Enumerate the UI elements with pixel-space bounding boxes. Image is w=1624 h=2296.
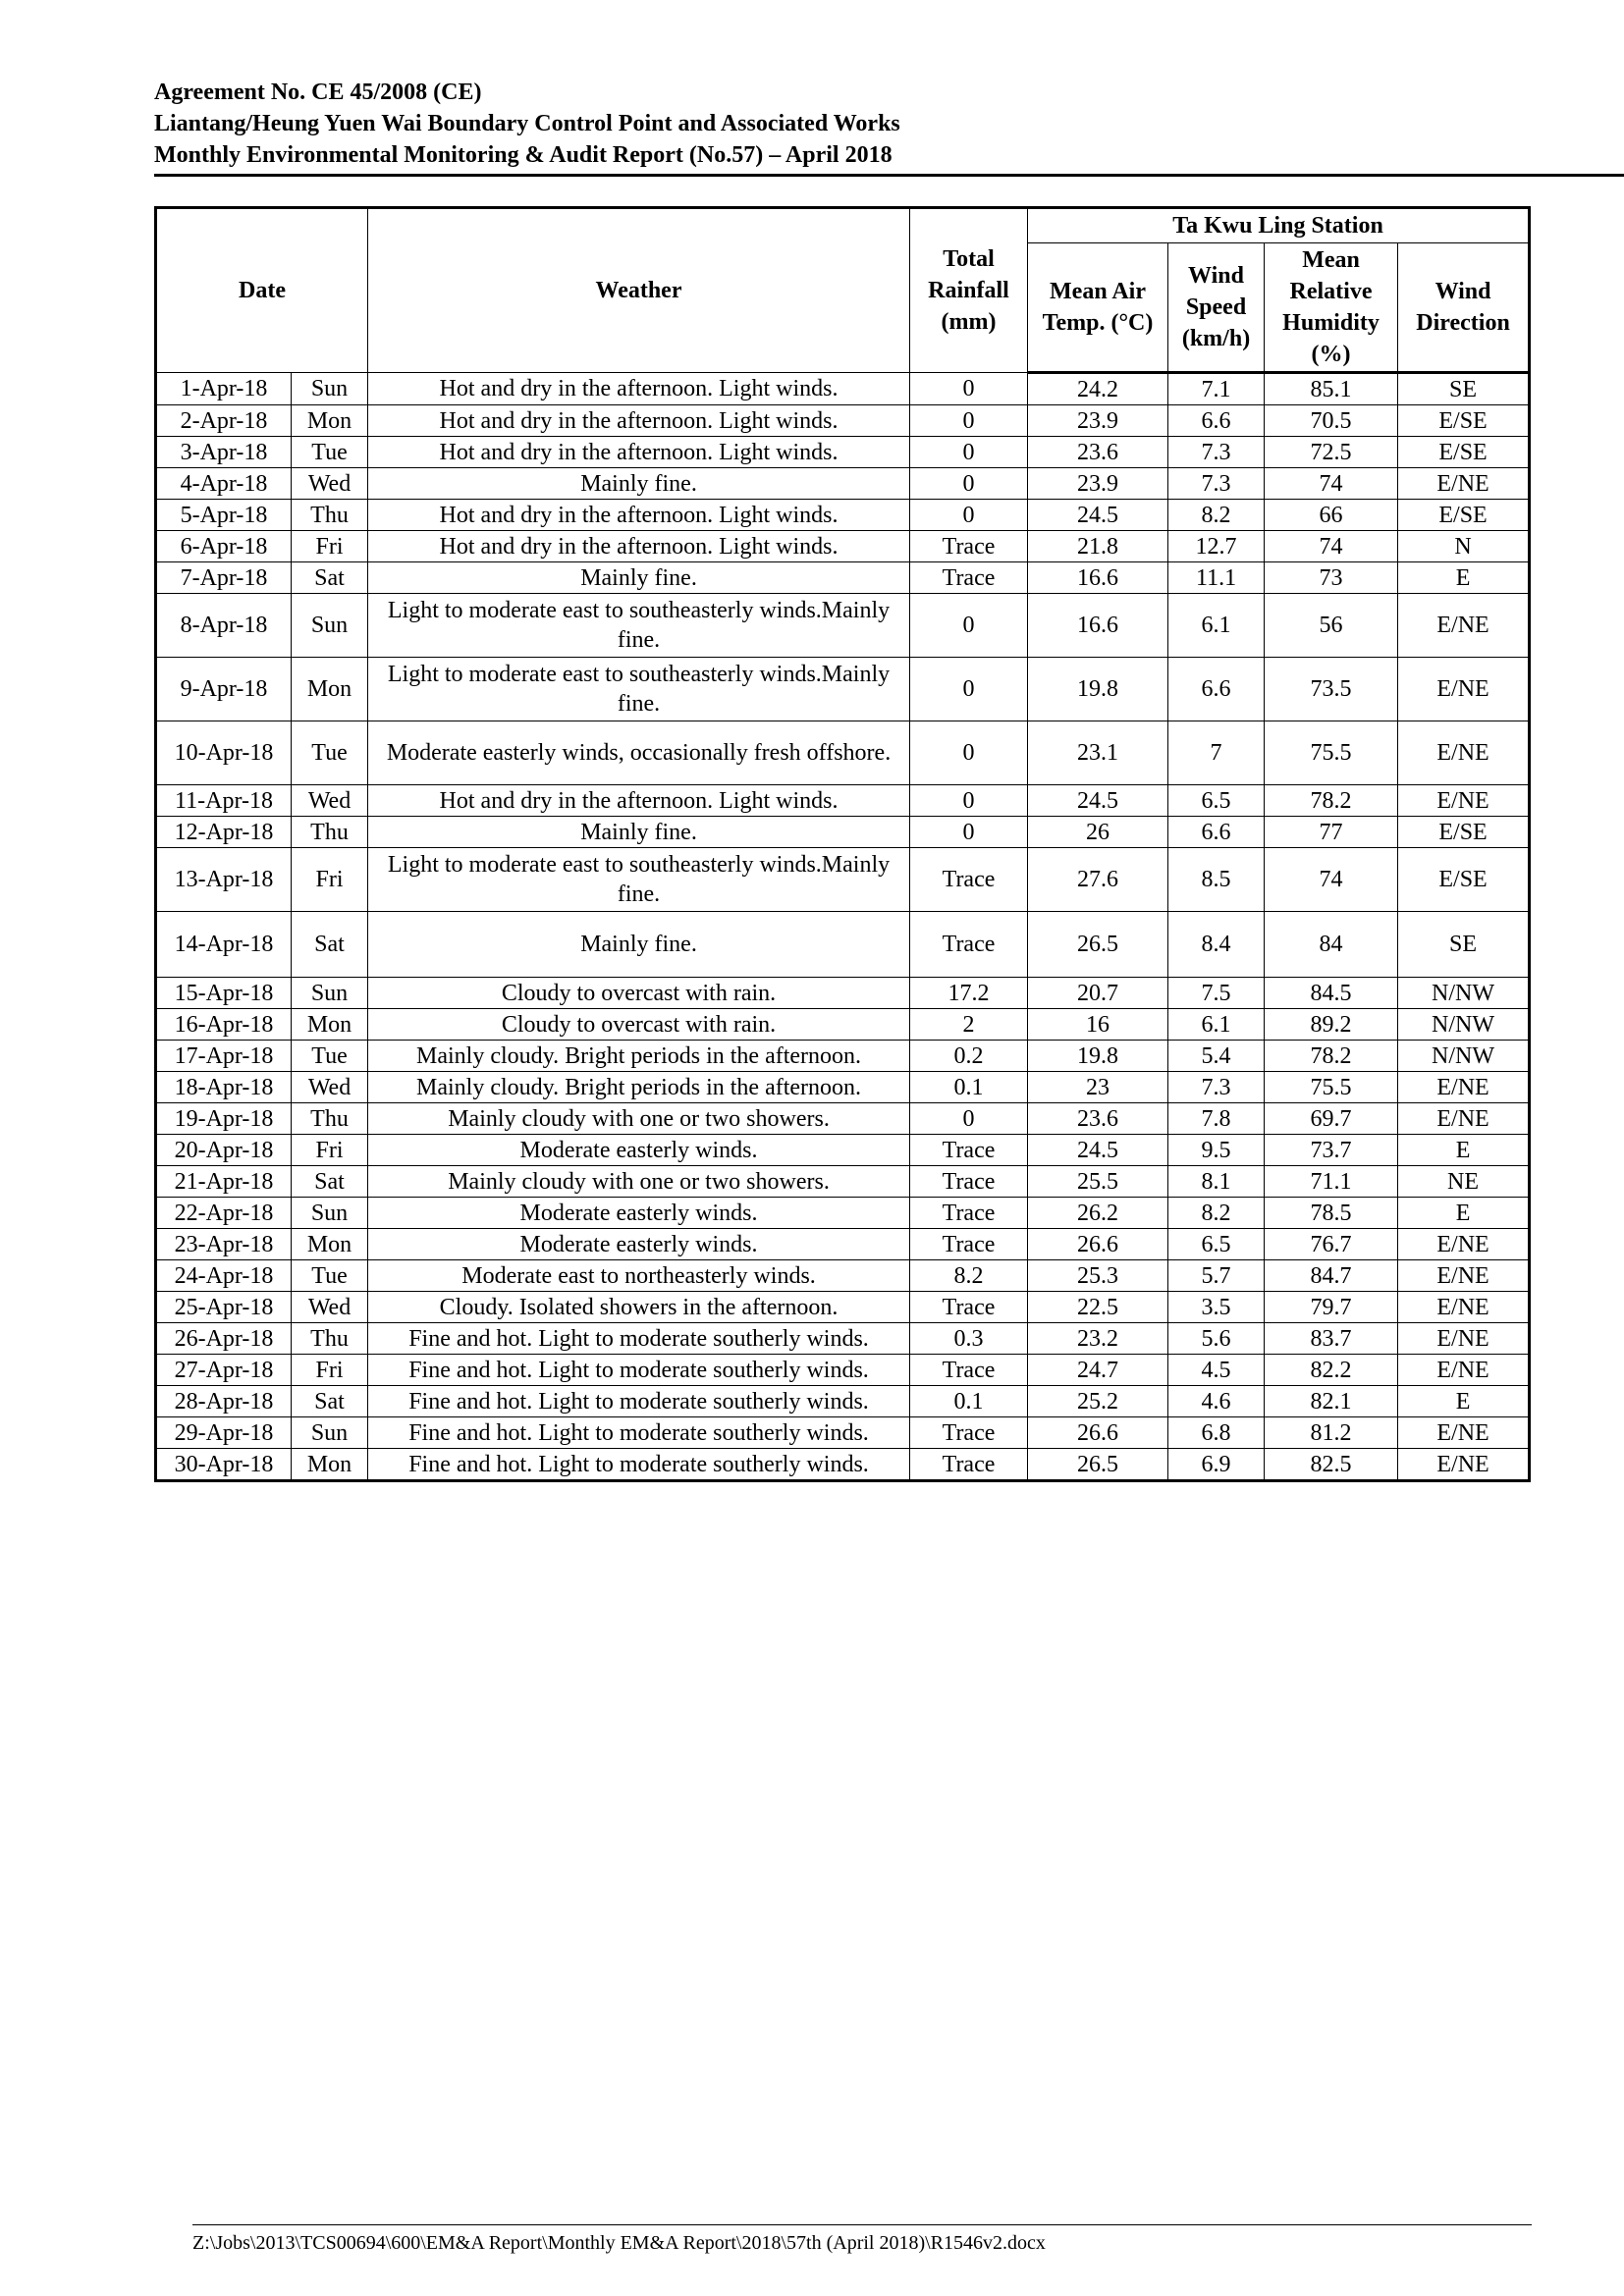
table-row: [156, 1041, 1530, 1072]
header-station: Ta Kwu Ling Station: [1028, 208, 1530, 243]
cell-rainfall: 0.3: [910, 1323, 1028, 1355]
cell-humidity: 74: [1265, 848, 1398, 912]
cell-weather: Fine and hot. Light to moderate southerly winds.: [368, 1355, 910, 1386]
cell-weather: Light to moderate east to southeasterly winds.Mainly fine.: [368, 848, 910, 912]
cell-mean-air-temp: 19.8: [1028, 658, 1168, 721]
table-body: [156, 373, 1530, 1481]
cell-humidity: 79.7: [1265, 1292, 1398, 1323]
cell-day: Tue: [292, 721, 368, 785]
cell-mean-air-temp: 27.6: [1028, 848, 1168, 912]
cell-weather: Hot and dry in the afternoon. Light winds.: [368, 437, 910, 468]
cell-rainfall: Trace: [910, 1417, 1028, 1449]
cell-humidity: 89.2: [1265, 1009, 1398, 1041]
cell-mean-air-temp: 26.6: [1028, 1417, 1168, 1449]
cell-humidity: 73.7: [1265, 1135, 1398, 1166]
cell-wind-direction: E: [1398, 1386, 1530, 1417]
cell-mean-air-temp: 23.2: [1028, 1323, 1168, 1355]
cell-wind-speed: 6.5: [1168, 1229, 1265, 1260]
cell-mean-air-temp: 22.5: [1028, 1292, 1168, 1323]
table-row: [156, 1386, 1530, 1417]
cell-rainfall: 17.2: [910, 978, 1028, 1009]
cell-date: 15-Apr-18: [156, 978, 292, 1009]
cell-day: Sun: [292, 1198, 368, 1229]
cell-date: 12-Apr-18: [156, 817, 292, 848]
cell-wind-speed: 7.3: [1168, 437, 1265, 468]
cell-date: 18-Apr-18: [156, 1072, 292, 1103]
cell-day: Tue: [292, 1041, 368, 1072]
cell-rainfall: 0: [910, 817, 1028, 848]
cell-mean-air-temp: 23.6: [1028, 1103, 1168, 1135]
cell-rainfall: 0: [910, 785, 1028, 817]
cell-weather: Mainly cloudy with one or two showers.: [368, 1166, 910, 1198]
cell-day: Sat: [292, 1166, 368, 1198]
cell-weather: Mainly fine.: [368, 562, 910, 594]
cell-wind-speed: 7.3: [1168, 1072, 1265, 1103]
cell-weather: Hot and dry in the afternoon. Light winds.: [368, 785, 910, 817]
cell-day: Thu: [292, 1103, 368, 1135]
cell-day: Tue: [292, 1260, 368, 1292]
cell-wind-speed: 11.1: [1168, 562, 1265, 594]
cell-wind-speed: 7.1: [1168, 373, 1265, 405]
cell-day: Sun: [292, 373, 368, 405]
cell-day: Sun: [292, 978, 368, 1009]
cell-date: 30-Apr-18: [156, 1449, 292, 1481]
cell-weather: Mainly fine.: [368, 468, 910, 500]
cell-mean-air-temp: 26.5: [1028, 1449, 1168, 1481]
table-row: [156, 1355, 1530, 1386]
cell-date: 29-Apr-18: [156, 1417, 292, 1449]
cell-wind-direction: E/NE: [1398, 594, 1530, 658]
cell-weather: Light to moderate east to southeasterly winds.Mainly fine.: [368, 658, 910, 721]
cell-wind-speed: 12.7: [1168, 531, 1265, 562]
cell-wind-direction: E/NE: [1398, 1355, 1530, 1386]
cell-humidity: 74: [1265, 531, 1398, 562]
table-row: [156, 1072, 1530, 1103]
cell-weather: Mainly fine.: [368, 817, 910, 848]
cell-wind-direction: E/NE: [1398, 1260, 1530, 1292]
cell-wind-speed: 5.4: [1168, 1041, 1265, 1072]
cell-rainfall: 0.1: [910, 1072, 1028, 1103]
cell-rainfall: 8.2: [910, 1260, 1028, 1292]
cell-rainfall: Trace: [910, 1292, 1028, 1323]
cell-day: Sun: [292, 1417, 368, 1449]
cell-day: Mon: [292, 1229, 368, 1260]
cell-weather: Mainly cloudy. Bright periods in the afternoon.: [368, 1041, 910, 1072]
cell-wind-speed: 7: [1168, 721, 1265, 785]
cell-mean-air-temp: 24.7: [1028, 1355, 1168, 1386]
cell-wind-speed: 6.9: [1168, 1449, 1265, 1481]
cell-mean-air-temp: 24.5: [1028, 1135, 1168, 1166]
cell-wind-speed: 7.3: [1168, 468, 1265, 500]
cell-weather: Fine and hot. Light to moderate southerly winds.: [368, 1323, 910, 1355]
cell-weather: Mainly cloudy. Bright periods in the afternoon.: [368, 1072, 910, 1103]
header-weather: Weather: [368, 208, 910, 373]
cell-wind-direction: E/NE: [1398, 1103, 1530, 1135]
table-row: [156, 562, 1530, 594]
cell-rainfall: 0: [910, 658, 1028, 721]
cell-humidity: 69.7: [1265, 1103, 1398, 1135]
cell-date: 23-Apr-18: [156, 1229, 292, 1260]
cell-day: Wed: [292, 468, 368, 500]
cell-day: Sat: [292, 562, 368, 594]
cell-wind-speed: 6.6: [1168, 405, 1265, 437]
cell-date: 27-Apr-18: [156, 1355, 292, 1386]
cell-date: 26-Apr-18: [156, 1323, 292, 1355]
cell-date: 25-Apr-18: [156, 1292, 292, 1323]
cell-mean-air-temp: 24.2: [1028, 373, 1168, 405]
cell-day: Fri: [292, 1355, 368, 1386]
cell-wind-speed: 5.7: [1168, 1260, 1265, 1292]
cell-weather: Cloudy to overcast with rain.: [368, 1009, 910, 1041]
cell-day: Mon: [292, 1449, 368, 1481]
cell-date: 5-Apr-18: [156, 500, 292, 531]
cell-rainfall: Trace: [910, 1449, 1028, 1481]
cell-humidity: 84: [1265, 912, 1398, 978]
cell-date: 1-Apr-18: [156, 373, 292, 405]
cell-date: 28-Apr-18: [156, 1386, 292, 1417]
cell-rainfall: Trace: [910, 1229, 1028, 1260]
cell-wind-direction: SE: [1398, 373, 1530, 405]
cell-rainfall: Trace: [910, 562, 1028, 594]
table-row: [156, 1449, 1530, 1481]
cell-wind-direction: E: [1398, 1198, 1530, 1229]
cell-weather: Hot and dry in the afternoon. Light winds.: [368, 500, 910, 531]
cell-rainfall: 0: [910, 437, 1028, 468]
cell-wind-direction: E/NE: [1398, 721, 1530, 785]
table-row: [156, 1323, 1530, 1355]
table-row: [156, 468, 1530, 500]
table-row: [156, 1417, 1530, 1449]
cell-mean-air-temp: 26.5: [1028, 912, 1168, 978]
cell-date: 6-Apr-18: [156, 531, 292, 562]
table-row: [156, 1198, 1530, 1229]
cell-weather: Cloudy to overcast with rain.: [368, 978, 910, 1009]
cell-day: Sun: [292, 594, 368, 658]
table-row: [156, 1260, 1530, 1292]
cell-rainfall: 2: [910, 1009, 1028, 1041]
cell-wind-direction: E/NE: [1398, 785, 1530, 817]
cell-date: 13-Apr-18: [156, 848, 292, 912]
header-wind-speed: Wind Speed (km/h): [1168, 243, 1265, 373]
footer-file-path: Z:\Jobs\2013\TCS00694\600\EM&A Report\Monthly EM&A Report\2018\57th (April 2018)\R1546v2.docx: [192, 2224, 1532, 2255]
cell-mean-air-temp: 16: [1028, 1009, 1168, 1041]
cell-rainfall: 0: [910, 373, 1028, 405]
cell-day: Sat: [292, 1386, 368, 1417]
cell-humidity: 78.2: [1265, 1041, 1398, 1072]
cell-humidity: 82.5: [1265, 1449, 1398, 1481]
cell-mean-air-temp: 23.1: [1028, 721, 1168, 785]
cell-rainfall: Trace: [910, 1135, 1028, 1166]
cell-mean-air-temp: 19.8: [1028, 1041, 1168, 1072]
cell-rainfall: 0.1: [910, 1386, 1028, 1417]
cell-wind-direction: E/NE: [1398, 1323, 1530, 1355]
cell-rainfall: 0: [910, 594, 1028, 658]
cell-humidity: 71.1: [1265, 1166, 1398, 1198]
table-row: [156, 1166, 1530, 1198]
cell-wind-direction: E/NE: [1398, 1449, 1530, 1481]
cell-date: 7-Apr-18: [156, 562, 292, 594]
cell-date: 4-Apr-18: [156, 468, 292, 500]
cell-rainfall: 0: [910, 468, 1028, 500]
cell-wind-direction: N/NW: [1398, 1041, 1530, 1072]
cell-rainfall: Trace: [910, 1166, 1028, 1198]
cell-humidity: 72.5: [1265, 437, 1398, 468]
cell-rainfall: Trace: [910, 1355, 1028, 1386]
table-row: [156, 912, 1530, 978]
cell-wind-speed: 8.1: [1168, 1166, 1265, 1198]
cell-wind-direction: E/SE: [1398, 500, 1530, 531]
cell-mean-air-temp: 23.9: [1028, 468, 1168, 500]
table-row: [156, 785, 1530, 817]
table-row: [156, 594, 1530, 658]
header-total-rainfall: Total Rainfall (mm): [910, 208, 1028, 373]
cell-date: 16-Apr-18: [156, 1009, 292, 1041]
table-row: [156, 437, 1530, 468]
cell-mean-air-temp: 25.5: [1028, 1166, 1168, 1198]
cell-day: Fri: [292, 531, 368, 562]
cell-wind-direction: N/NW: [1398, 978, 1530, 1009]
cell-humidity: 74: [1265, 468, 1398, 500]
cell-day: Sat: [292, 912, 368, 978]
cell-date: 20-Apr-18: [156, 1135, 292, 1166]
table-row: [156, 531, 1530, 562]
table-row: [156, 978, 1530, 1009]
agreement-number: Agreement No. CE 45/2008 (CE): [154, 80, 482, 105]
cell-wind-speed: 6.5: [1168, 785, 1265, 817]
cell-wind-direction: NE: [1398, 1166, 1530, 1198]
cell-weather: Mainly cloudy with one or two showers.: [368, 1103, 910, 1135]
cell-date: 9-Apr-18: [156, 658, 292, 721]
cell-rainfall: 0: [910, 1103, 1028, 1135]
cell-wind-speed: 8.4: [1168, 912, 1265, 978]
cell-weather: Moderate easterly winds.: [368, 1135, 910, 1166]
cell-rainfall: 0.2: [910, 1041, 1028, 1072]
cell-day: Wed: [292, 1292, 368, 1323]
cell-rainfall: 0: [910, 500, 1028, 531]
cell-wind-direction: E/SE: [1398, 848, 1530, 912]
cell-rainfall: Trace: [910, 912, 1028, 978]
table-row: [156, 658, 1530, 721]
cell-date: 2-Apr-18: [156, 405, 292, 437]
cell-day: Wed: [292, 1072, 368, 1103]
cell-weather: Moderate east to northeasterly winds.: [368, 1260, 910, 1292]
cell-day: Wed: [292, 785, 368, 817]
cell-wind-direction: E: [1398, 1135, 1530, 1166]
cell-wind-speed: 6.6: [1168, 658, 1265, 721]
header-date: Date: [156, 208, 368, 373]
cell-date: 24-Apr-18: [156, 1260, 292, 1292]
cell-wind-speed: 3.5: [1168, 1292, 1265, 1323]
cell-wind-speed: 9.5: [1168, 1135, 1265, 1166]
cell-humidity: 76.7: [1265, 1229, 1398, 1260]
cell-wind-direction: E/SE: [1398, 405, 1530, 437]
header-mean-air-temp: Mean Air Temp. (°C): [1028, 243, 1168, 373]
cell-date: 19-Apr-18: [156, 1103, 292, 1135]
cell-wind-speed: 7.8: [1168, 1103, 1265, 1135]
cell-wind-direction: E/NE: [1398, 1072, 1530, 1103]
cell-humidity: 77: [1265, 817, 1398, 848]
cell-weather: Fine and hot. Light to moderate southerly winds.: [368, 1449, 910, 1481]
cell-humidity: 66: [1265, 500, 1398, 531]
cell-day: Thu: [292, 817, 368, 848]
cell-wind-speed: 8.5: [1168, 848, 1265, 912]
cell-weather: Hot and dry in the afternoon. Light winds.: [368, 531, 910, 562]
cell-wind-direction: E/SE: [1398, 437, 1530, 468]
cell-date: 21-Apr-18: [156, 1166, 292, 1198]
cell-weather: Cloudy. Isolated showers in the afternoon.: [368, 1292, 910, 1323]
weather-data-table: [154, 206, 1531, 1482]
cell-mean-air-temp: 26.6: [1028, 1229, 1168, 1260]
cell-rainfall: 0: [910, 721, 1028, 785]
cell-humidity: 85.1: [1265, 373, 1398, 405]
cell-mean-air-temp: 16.6: [1028, 562, 1168, 594]
cell-mean-air-temp: 16.6: [1028, 594, 1168, 658]
cell-wind-direction: N: [1398, 531, 1530, 562]
cell-day: Mon: [292, 1009, 368, 1041]
cell-humidity: 75.5: [1265, 721, 1398, 785]
table-row: [156, 848, 1530, 912]
cell-humidity: 84.7: [1265, 1260, 1398, 1292]
cell-rainfall: Trace: [910, 1198, 1028, 1229]
cell-wind-speed: 6.6: [1168, 817, 1265, 848]
cell-wind-speed: 4.5: [1168, 1355, 1265, 1386]
document-header: [154, 77, 1624, 177]
cell-mean-air-temp: 24.5: [1028, 500, 1168, 531]
table-row: [156, 1135, 1530, 1166]
cell-weather: Moderate easterly winds.: [368, 1229, 910, 1260]
cell-day: Fri: [292, 848, 368, 912]
cell-day: Mon: [292, 658, 368, 721]
cell-mean-air-temp: 20.7: [1028, 978, 1168, 1009]
cell-mean-air-temp: 23.6: [1028, 437, 1168, 468]
cell-weather: Hot and dry in the afternoon. Light winds.: [368, 405, 910, 437]
cell-weather: Fine and hot. Light to moderate southerly winds.: [368, 1417, 910, 1449]
cell-mean-air-temp: 23.9: [1028, 405, 1168, 437]
cell-wind-direction: E/NE: [1398, 1417, 1530, 1449]
cell-weather: Hot and dry in the afternoon. Light winds.: [368, 373, 910, 405]
cell-humidity: 70.5: [1265, 405, 1398, 437]
cell-wind-direction: E/SE: [1398, 817, 1530, 848]
cell-day: Thu: [292, 500, 368, 531]
cell-humidity: 75.5: [1265, 1072, 1398, 1103]
cell-humidity: 81.2: [1265, 1417, 1398, 1449]
cell-mean-air-temp: 21.8: [1028, 531, 1168, 562]
cell-humidity: 82.1: [1265, 1386, 1398, 1417]
cell-mean-air-temp: 24.5: [1028, 785, 1168, 817]
cell-wind-speed: 6.1: [1168, 594, 1265, 658]
header-mean-relative-humidity: Mean Relative Humidity (%): [1265, 243, 1398, 373]
table-row: [156, 405, 1530, 437]
cell-wind-direction: SE: [1398, 912, 1530, 978]
cell-humidity: 56: [1265, 594, 1398, 658]
table-row: [156, 1009, 1530, 1041]
cell-humidity: 73: [1265, 562, 1398, 594]
cell-mean-air-temp: 26.2: [1028, 1198, 1168, 1229]
cell-wind-direction: E/NE: [1398, 1292, 1530, 1323]
cell-wind-direction: E/NE: [1398, 1229, 1530, 1260]
cell-mean-air-temp: 25.2: [1028, 1386, 1168, 1417]
table-row: [156, 817, 1530, 848]
cell-wind-speed: 4.6: [1168, 1386, 1265, 1417]
cell-mean-air-temp: 26: [1028, 817, 1168, 848]
cell-wind-speed: 8.2: [1168, 1198, 1265, 1229]
cell-date: 11-Apr-18: [156, 785, 292, 817]
cell-weather: Mainly fine.: [368, 912, 910, 978]
cell-wind-speed: 8.2: [1168, 500, 1265, 531]
cell-day: Thu: [292, 1323, 368, 1355]
cell-weather: Fine and hot. Light to moderate southerly winds.: [368, 1386, 910, 1417]
cell-weather: Moderate easterly winds.: [368, 1198, 910, 1229]
cell-wind-speed: 7.5: [1168, 978, 1265, 1009]
cell-humidity: 83.7: [1265, 1323, 1398, 1355]
cell-wind-speed: 5.6: [1168, 1323, 1265, 1355]
cell-humidity: 78.2: [1265, 785, 1398, 817]
cell-wind-speed: 6.1: [1168, 1009, 1265, 1041]
cell-wind-direction: E/NE: [1398, 468, 1530, 500]
cell-wind-direction: E: [1398, 562, 1530, 594]
cell-mean-air-temp: 25.3: [1028, 1260, 1168, 1292]
cell-day: Tue: [292, 437, 368, 468]
cell-date: 3-Apr-18: [156, 437, 292, 468]
cell-date: 22-Apr-18: [156, 1198, 292, 1229]
cell-humidity: 73.5: [1265, 658, 1398, 721]
cell-day: Mon: [292, 405, 368, 437]
table-row: [156, 1103, 1530, 1135]
table-row: [156, 373, 1530, 405]
cell-humidity: 82.2: [1265, 1355, 1398, 1386]
cell-rainfall: Trace: [910, 531, 1028, 562]
table-row: [156, 500, 1530, 531]
cell-mean-air-temp: 23: [1028, 1072, 1168, 1103]
cell-rainfall: Trace: [910, 848, 1028, 912]
cell-wind-direction: N/NW: [1398, 1009, 1530, 1041]
table-row: [156, 721, 1530, 785]
cell-humidity: 84.5: [1265, 978, 1398, 1009]
cell-date: 14-Apr-18: [156, 912, 292, 978]
cell-weather: Moderate easterly winds, occasionally fresh offshore.: [368, 721, 910, 785]
header-wind-direction: Wind Direction: [1398, 243, 1530, 373]
report-title: Monthly Environmental Monitoring & Audit Report (No.57) – April 2018: [154, 142, 893, 168]
table-row: [156, 1229, 1530, 1260]
cell-weather: Light to moderate east to southeasterly winds.Mainly fine.: [368, 594, 910, 658]
cell-date: 17-Apr-18: [156, 1041, 292, 1072]
cell-rainfall: 0: [910, 405, 1028, 437]
cell-date: 8-Apr-18: [156, 594, 292, 658]
cell-humidity: 78.5: [1265, 1198, 1398, 1229]
cell-wind-direction: E/NE: [1398, 658, 1530, 721]
table-row: [156, 1292, 1530, 1323]
cell-date: 10-Apr-18: [156, 721, 292, 785]
cell-day: Fri: [292, 1135, 368, 1166]
project-title: Liantang/Heung Yuen Wai Boundary Control Point and Associated Works: [154, 111, 900, 136]
cell-wind-speed: 6.8: [1168, 1417, 1265, 1449]
